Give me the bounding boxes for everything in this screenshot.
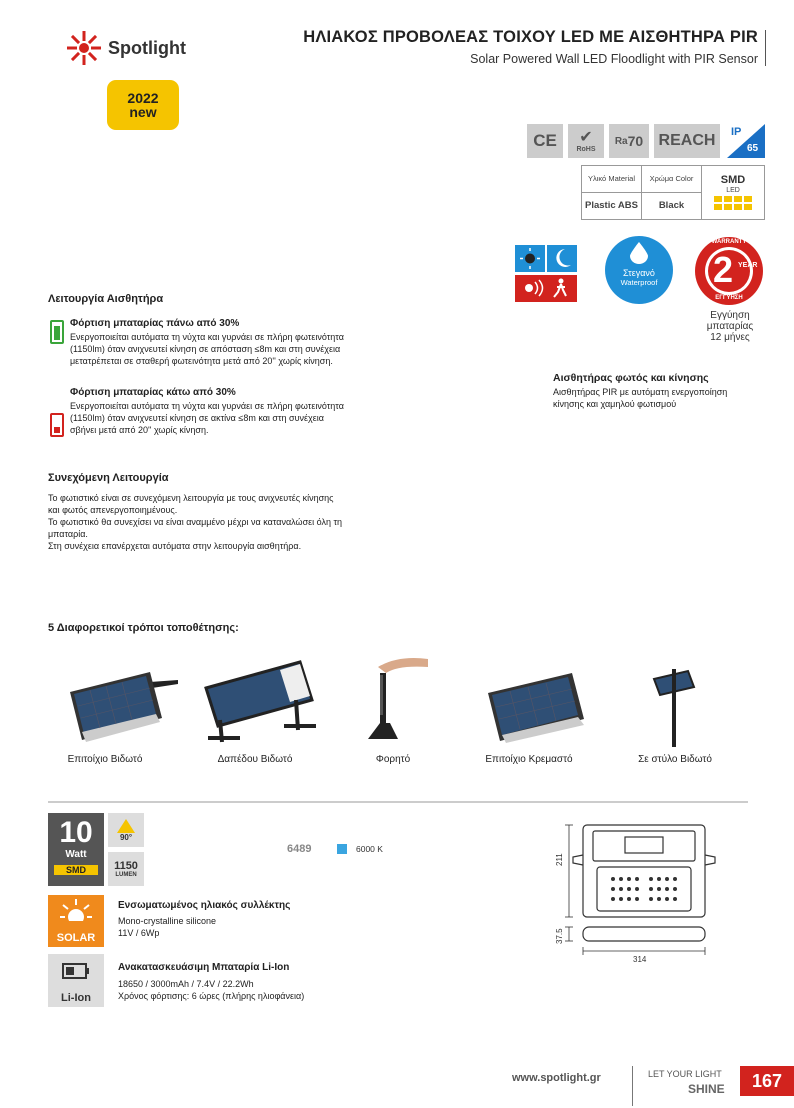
- new-badge: [107, 80, 179, 130]
- continuous-line-4: μπαταρία.: [48, 529, 88, 539]
- continuous-mode-text: [48, 492, 342, 552]
- dimension-width: 314: [633, 955, 647, 964]
- footer-divider: [632, 1066, 633, 1106]
- waterproof-label-en: Waterproof: [620, 277, 658, 287]
- battery-title: Ανακατασκευάσιμη Μπαταρία Li-Ion: [118, 962, 290, 973]
- solar-specs: [118, 915, 216, 939]
- sun-icon: [60, 899, 92, 921]
- badge-year: 2022: [127, 90, 159, 106]
- battery-high-icon: [50, 320, 64, 344]
- material-spec-table: [581, 165, 765, 220]
- badge-new-label: new: [129, 104, 157, 120]
- mount-option-floor-screw: Δαπέδου Βιδωτό: [217, 754, 293, 765]
- warranty-text-line-1: Εγγύηση: [710, 310, 750, 321]
- warranty-text-line-2: μπαταρίας: [706, 321, 754, 332]
- color-temperature-swatch: [337, 844, 347, 854]
- beam-angle-icon: [117, 819, 135, 833]
- page-subtitle: Solar Powered Wall LED Floodlight with PIR Sensor: [470, 52, 758, 66]
- battery-low-line-1: Ενεργοποιείται αυτόματα τη νύχτα και γυρνάει σε πλήρη φωτεινότητα: [70, 401, 344, 411]
- rohs-label: RoHS: [576, 145, 596, 153]
- battery-low-title: Φόρτιση μπαταρίας κάτω από 30%: [70, 387, 236, 398]
- page-title: ΗΛΙΑΚΟΣ ΠΡΟΒΟΛΕΑΣ ΤΟΙΧΟΥ LED ΜΕ ΑΙΣΘΗΤΗΡΑ PIR: [303, 28, 758, 46]
- dimension-height: 211: [555, 853, 564, 866]
- battery-high-line-3: μετατρέπεται σε σταθερή φωτεινότητα μετά από 20'' χωρίς κίνηση.: [70, 356, 333, 366]
- warranty-text-line-3: 12 μήνες: [710, 332, 750, 343]
- lumen-unit: LUMEN: [115, 871, 137, 878]
- page-number: 167: [740, 1066, 794, 1096]
- sensor-desc-line-1: Αισθητήρας PIR με αυτόματη ενεργοποίηση: [553, 387, 728, 397]
- material-label: Υλικό Material: [582, 166, 641, 193]
- color-label: Χρώμα Color: [642, 166, 701, 193]
- warranty-year-label: YEAR: [738, 262, 758, 269]
- battery-spec-line-1: 18650 / 3000mAh / 7.4V / 22.2Wh: [118, 979, 254, 989]
- warranty-bottom-label: ΕΓΓΥΗΣΗ: [715, 295, 743, 301]
- footer-tagline-2: SHINE: [688, 1082, 725, 1096]
- dimension-drawing: [555, 815, 755, 970]
- battery-high-line-2: (1150lm) όταν ανιχνευτεί κίνηση σε απόσταση ≤8m και στη συνέχεια: [70, 344, 341, 354]
- mount-option-wall-hanging: Επιτοίχιο Κρεμαστό: [485, 754, 573, 765]
- continuous-line-3: Το φωτιστικό θα συνεχίσει να είναι αναμμένο μέχρι να καταναλώσει όλη τη: [48, 517, 343, 527]
- beam-angle-badge: [108, 813, 144, 847]
- sensor-mode-heading: Λειτουργία Αισθητήρα: [48, 293, 164, 305]
- day-night-motion-sensor-icon: [515, 245, 577, 302]
- wattage-badge: [48, 813, 104, 886]
- battery-spec-line-2: Χρόνος φόρτισης: 6 ώρες (πλήρης ηλιοφάνεια): [118, 991, 305, 1001]
- light-motion-sensor-desc: [553, 386, 727, 410]
- sensor-desc-line-2: κίνησης και χαμηλού φωτισμού: [553, 399, 677, 409]
- beam-angle-value: 90°: [119, 832, 133, 842]
- ra-label: Ra: [614, 135, 628, 147]
- battery-specs: [118, 978, 304, 1002]
- smd-label: SMD: [720, 174, 746, 186]
- li-ion-label: Li-Ion: [61, 992, 91, 1004]
- mount-option-pole-screw: Σε στύλο Βιδωτό: [638, 754, 712, 765]
- lumen-value: 1150: [114, 859, 138, 872]
- watt-unit: Watt: [65, 849, 87, 860]
- warranty-seal-icon: [694, 236, 764, 306]
- li-ion-badge: [48, 954, 104, 1007]
- battery-warranty-text: [690, 310, 770, 343]
- battery-high-line-1: Ενεργοποιείται αυτόματα τη νύχτα και γυρνάει σε πλήρη φωτεινότητα: [70, 332, 344, 342]
- footer-tagline-1: LET YOUR LIGHT: [648, 1069, 722, 1079]
- product-code: 6489: [287, 843, 312, 855]
- spotlight-logo-icon: [66, 30, 102, 66]
- brand-name: Spotlight: [108, 37, 186, 58]
- smd-led-column: [702, 166, 764, 219]
- battery-low-icon: [50, 413, 64, 437]
- section-divider: [48, 801, 748, 803]
- color-column: [642, 166, 702, 219]
- portable-mount-image: [358, 655, 438, 747]
- battery-high-title: Φόρτιση μπαταρίας πάνω από 30%: [70, 318, 240, 329]
- waterproof-label-gr: Στεγανό: [623, 267, 655, 278]
- solar-spec-line-1: Mono-crystalline silicone: [118, 916, 217, 926]
- continuous-line-2: και φωτός απενεργοποιημένους.: [48, 505, 178, 515]
- mount-option-wall-screw: Επιτοίχιο Βιδωτό: [67, 754, 143, 765]
- continuous-line-1: Το φωτιστικό είναι σε συνεχόμενη λειτουργία με τους ανιχνευτές κίνησης: [48, 493, 334, 503]
- material-column: [582, 166, 642, 219]
- mount-option-portable: Φορητό: [375, 754, 411, 765]
- material-value: Plastic ABS: [585, 200, 638, 211]
- dimension-depth: 37.5: [555, 928, 564, 944]
- battery-icon: [62, 963, 90, 979]
- reach-label: REACH: [658, 132, 716, 149]
- battery-low-line-3: σβήνει μετά από 20'' χωρίς κίνηση.: [70, 425, 209, 435]
- warranty-top-label: WARRANTY: [711, 239, 747, 245]
- led-label: LED: [726, 187, 740, 194]
- pole-screw-mount-image: [648, 665, 708, 747]
- watt-value: 10: [59, 816, 93, 849]
- battery-low-line-2: (1150lm) όταν ανιχνευτεί κίνηση σε ακτίνα ≤8m και στη συνέχεια: [70, 413, 324, 423]
- footer-website-link[interactable]: www.spotlight.gr: [512, 1072, 601, 1084]
- color-value: Black: [658, 200, 685, 211]
- solar-spec-line-2: 11V / 6Wp: [118, 928, 160, 938]
- ip-value: 65: [747, 143, 759, 154]
- warranty-years-number: 2: [713, 249, 734, 290]
- ip-rating-icon: [727, 124, 765, 158]
- led-chips-icon: [714, 196, 752, 210]
- floor-screw-mount-image: [200, 660, 322, 744]
- waterproof-badge: [605, 236, 673, 304]
- continuous-mode-heading: Συνεχόμενη Λειτουργία: [48, 472, 169, 484]
- reach-icon: [654, 124, 720, 158]
- ce-icon: [527, 124, 563, 158]
- rohs-icon: [568, 124, 604, 158]
- ra-value: 70: [627, 133, 644, 149]
- solar-label: SOLAR: [56, 932, 96, 944]
- wall-hanging-mount-image: [480, 665, 600, 745]
- wall-screw-mount-image: [60, 662, 180, 744]
- water-drop-icon: [630, 242, 648, 264]
- mounting-heading: 5 Διαφορετικοί τρόποι τοποθέτησης:: [48, 622, 239, 634]
- ip-label: IP: [731, 126, 742, 138]
- brand-logo: [66, 30, 186, 66]
- solar-title: Ενσωματωμένος ηλιακός συλλέκτης: [118, 900, 291, 911]
- color-temperature-value: 6000 K: [356, 844, 383, 854]
- lumen-badge: [108, 852, 144, 886]
- battery-high-text: [70, 331, 344, 367]
- ra-icon: [609, 124, 649, 158]
- continuous-line-5: Στη συνέχεια επανέρχεται αυτόματα στην λειτουργία αισθητήρα.: [48, 541, 302, 551]
- solar-badge: [48, 895, 104, 947]
- check-icon: ✔: [579, 128, 593, 146]
- battery-low-text: [70, 400, 344, 436]
- title-divider: [765, 30, 766, 66]
- ce-label: CE: [533, 131, 557, 150]
- watt-smd-label: SMD: [54, 865, 98, 875]
- light-motion-sensor-title: Αισθητήρας φωτός και κίνησης: [553, 372, 709, 384]
